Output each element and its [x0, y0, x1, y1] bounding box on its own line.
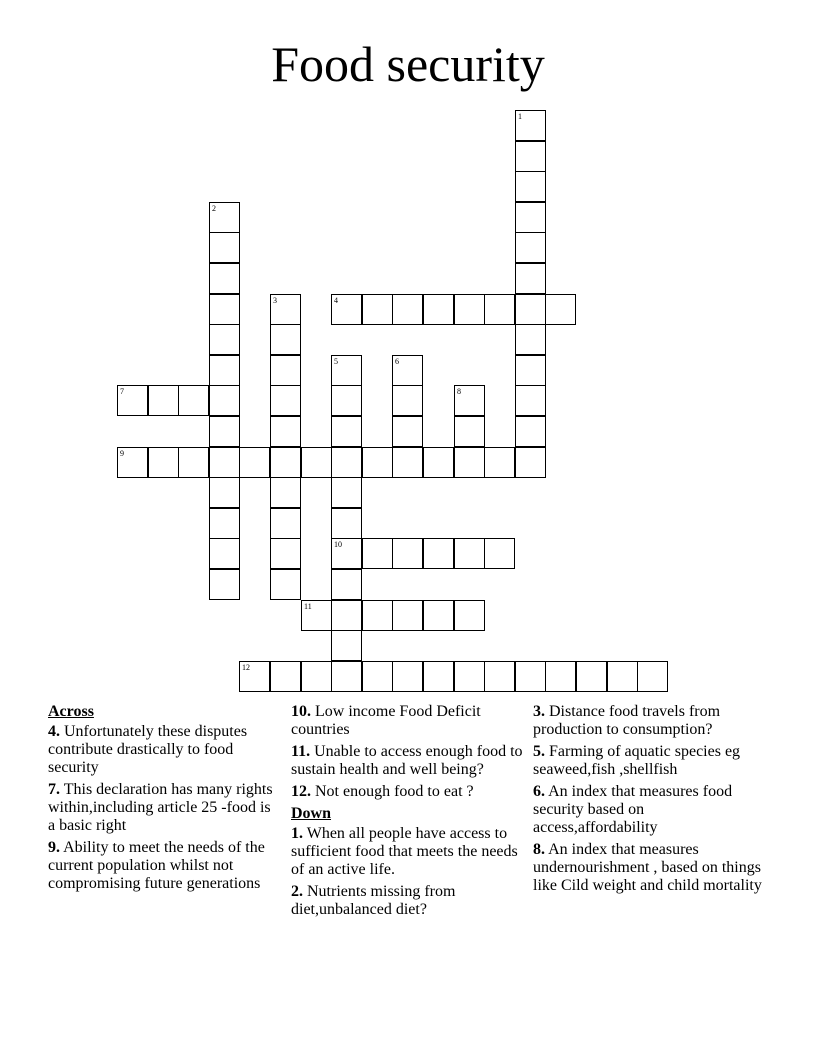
grid-cell[interactable] — [270, 324, 301, 355]
across-heading: Across — [48, 703, 94, 720]
grid-cell[interactable] — [392, 355, 423, 386]
clue-across-4 — [48, 723, 280, 777]
grid-cell[interactable] — [362, 447, 393, 478]
grid-cell[interactable] — [515, 324, 546, 355]
grid-cell[interactable] — [148, 447, 179, 478]
clue-down-1 — [291, 825, 523, 879]
grid-cell[interactable] — [331, 477, 362, 508]
clue-down-6 — [533, 783, 763, 837]
clues-column-1 — [48, 703, 280, 897]
grid-cell[interactable] — [239, 661, 270, 692]
clue-text: Not enough food to eat ? — [315, 783, 474, 800]
grid-cell[interactable] — [270, 447, 301, 478]
grid-cell[interactable] — [301, 600, 332, 631]
grid-cell[interactable] — [209, 294, 240, 325]
cell-number: 5 — [334, 357, 338, 366]
grid-cell[interactable] — [362, 600, 393, 631]
grid-cell[interactable] — [301, 661, 332, 692]
grid-cell[interactable] — [362, 538, 393, 569]
clue-number: 7. — [48, 781, 60, 798]
grid-cell[interactable] — [209, 263, 240, 294]
grid-cell[interactable] — [331, 355, 362, 386]
clue-number: 9. — [48, 839, 60, 856]
grid-cell[interactable] — [423, 661, 454, 692]
grid-cell[interactable] — [515, 110, 546, 141]
grid-cell[interactable] — [209, 416, 240, 447]
grid-cell[interactable] — [209, 477, 240, 508]
clue-number: 4. — [48, 723, 60, 740]
cell-number: 8 — [457, 387, 461, 396]
clue-across-12 — [291, 783, 523, 801]
grid-cell[interactable] — [178, 385, 209, 416]
grid-cell[interactable] — [392, 385, 423, 416]
grid-cell[interactable] — [423, 294, 454, 325]
grid-cell[interactable] — [239, 447, 270, 478]
clue-number: 10. — [291, 703, 311, 720]
grid-cell[interactable] — [392, 447, 423, 478]
grid-cell[interactable] — [331, 416, 362, 447]
grid-cell[interactable] — [331, 538, 362, 569]
grid-cell[interactable] — [392, 538, 423, 569]
grid-cell[interactable] — [270, 508, 301, 539]
grid-cell[interactable] — [484, 447, 515, 478]
grid-cell[interactable] — [515, 661, 546, 692]
grid-cell[interactable] — [484, 294, 515, 325]
grid-cell[interactable] — [515, 416, 546, 447]
grid-cell[interactable] — [454, 385, 485, 416]
down-heading: Down — [291, 805, 332, 822]
clue-text: Nutrients missing from diet,unbalanced diet? — [291, 883, 456, 918]
grid-cell[interactable] — [331, 569, 362, 600]
grid-cell[interactable] — [454, 294, 485, 325]
clue-across-9 — [48, 839, 280, 893]
clue-across-7 — [48, 781, 280, 835]
grid-cell[interactable] — [515, 263, 546, 294]
grid-cell[interactable] — [545, 294, 576, 325]
grid-cell[interactable] — [270, 294, 301, 325]
cell-number: 7 — [120, 387, 124, 396]
cell-number: 6 — [395, 357, 399, 366]
grid-cell[interactable] — [209, 324, 240, 355]
clue-down-5 — [533, 743, 763, 779]
grid-cell[interactable] — [392, 600, 423, 631]
cell-number: 2 — [212, 204, 216, 213]
grid-cell[interactable] — [515, 141, 546, 172]
clue-number: 3. — [533, 703, 545, 720]
clue-number: 2. — [291, 883, 303, 900]
clue-down-3 — [533, 703, 763, 739]
grid-cell[interactable] — [148, 385, 179, 416]
grid-cell[interactable] — [607, 661, 638, 692]
grid-cell[interactable] — [331, 508, 362, 539]
clue-down-8 — [533, 841, 763, 895]
grid-cell[interactable] — [270, 661, 301, 692]
grid-cell[interactable] — [362, 294, 393, 325]
grid-cell[interactable] — [454, 416, 485, 447]
grid-cell[interactable] — [454, 600, 485, 631]
grid-cell[interactable] — [331, 294, 362, 325]
grid-cell[interactable] — [637, 661, 668, 692]
clue-text: Low income Food Deficit countries — [291, 703, 481, 738]
grid-cell[interactable] — [454, 661, 485, 692]
grid-cell[interactable] — [484, 661, 515, 692]
cell-number: 9 — [120, 449, 124, 458]
grid-cell[interactable] — [362, 661, 393, 692]
grid-cell[interactable] — [454, 447, 485, 478]
grid-cell[interactable] — [515, 202, 546, 233]
grid-cell[interactable] — [454, 538, 485, 569]
clue-number: 6. — [533, 783, 545, 800]
grid-cell[interactable] — [270, 416, 301, 447]
clue-number: 12. — [291, 783, 311, 800]
clue-text: Unfortunately these disputes contribute drastically to food security — [48, 723, 248, 776]
clue-text: When all people have access to sufficient food that meets the needs of an active life. — [291, 825, 518, 878]
clue-down-2 — [291, 883, 523, 919]
clue-text: Unable to access enough food to sustain health and well being? — [291, 743, 523, 778]
grid-cell[interactable] — [515, 355, 546, 386]
clues-column-3 — [533, 703, 763, 899]
grid-cell[interactable] — [545, 661, 576, 692]
grid-cell[interactable] — [423, 447, 454, 478]
cell-number: 12 — [242, 663, 250, 672]
cell-number: 10 — [334, 540, 342, 549]
clue-number: 8. — [533, 841, 545, 858]
grid-cell[interactable] — [270, 538, 301, 569]
grid-cell[interactable] — [331, 630, 362, 661]
clue-across-10 — [291, 703, 523, 739]
clue-number: 11. — [291, 743, 311, 760]
grid-cell[interactable] — [515, 294, 546, 325]
grid-cell[interactable] — [270, 385, 301, 416]
cell-number: 1 — [518, 112, 522, 121]
grid-cell[interactable] — [392, 416, 423, 447]
grid-cell[interactable] — [270, 355, 301, 386]
grid-cell[interactable] — [209, 569, 240, 600]
clue-number: 5. — [533, 743, 545, 760]
page-title: Food security — [271, 36, 545, 92]
grid-cell[interactable] — [423, 538, 454, 569]
grid-cell[interactable] — [515, 232, 546, 263]
grid-cell[interactable] — [209, 538, 240, 569]
cell-number: 11 — [304, 602, 312, 611]
grid-cell[interactable] — [270, 477, 301, 508]
clue-text: Farming of aquatic species eg seaweed,fish ,shellfish — [533, 743, 741, 778]
grid-cell[interactable] — [209, 385, 240, 416]
grid-cell[interactable] — [331, 661, 362, 692]
clue-text: An index that measures undernourishment , based on things like Cild weight and child mortality — [533, 841, 762, 894]
grid-cell[interactable] — [331, 600, 362, 631]
clue-text: Distance food travels from production to consumption? — [533, 703, 721, 738]
grid-cell[interactable] — [301, 447, 332, 478]
grid-cell[interactable] — [209, 232, 240, 263]
grid-cell[interactable] — [331, 385, 362, 416]
grid-cell[interactable] — [484, 538, 515, 569]
grid-cell[interactable] — [209, 355, 240, 386]
grid-cell[interactable] — [117, 447, 148, 478]
grid-cell[interactable] — [178, 447, 209, 478]
clues-column-2 — [291, 703, 523, 923]
grid-cell[interactable] — [515, 447, 546, 478]
clue-number: 1. — [291, 825, 303, 842]
grid-cell[interactable] — [392, 294, 423, 325]
grid-cell[interactable] — [423, 600, 454, 631]
grid-cell[interactable] — [209, 447, 240, 478]
grid-cell[interactable] — [209, 508, 240, 539]
grid-cell[interactable] — [515, 171, 546, 202]
clue-across-11 — [291, 743, 523, 779]
grid-cell[interactable] — [209, 202, 240, 233]
grid-cell[interactable] — [576, 661, 607, 692]
grid-cell[interactable] — [331, 447, 362, 478]
clue-text: Ability to meet the needs of the current population whilst not compromising future generations — [48, 839, 265, 892]
grid-cell[interactable] — [392, 661, 423, 692]
grid-cell[interactable] — [270, 569, 301, 600]
clue-text: An index that measures food security based on access,affordability — [533, 783, 733, 836]
cell-number: 3 — [273, 296, 277, 305]
grid-cell[interactable] — [515, 385, 546, 416]
grid-cell[interactable] — [117, 385, 148, 416]
clue-text: This declaration has many rights within,including article 25 -food is a basic right — [48, 781, 273, 834]
cell-number: 4 — [334, 296, 338, 305]
